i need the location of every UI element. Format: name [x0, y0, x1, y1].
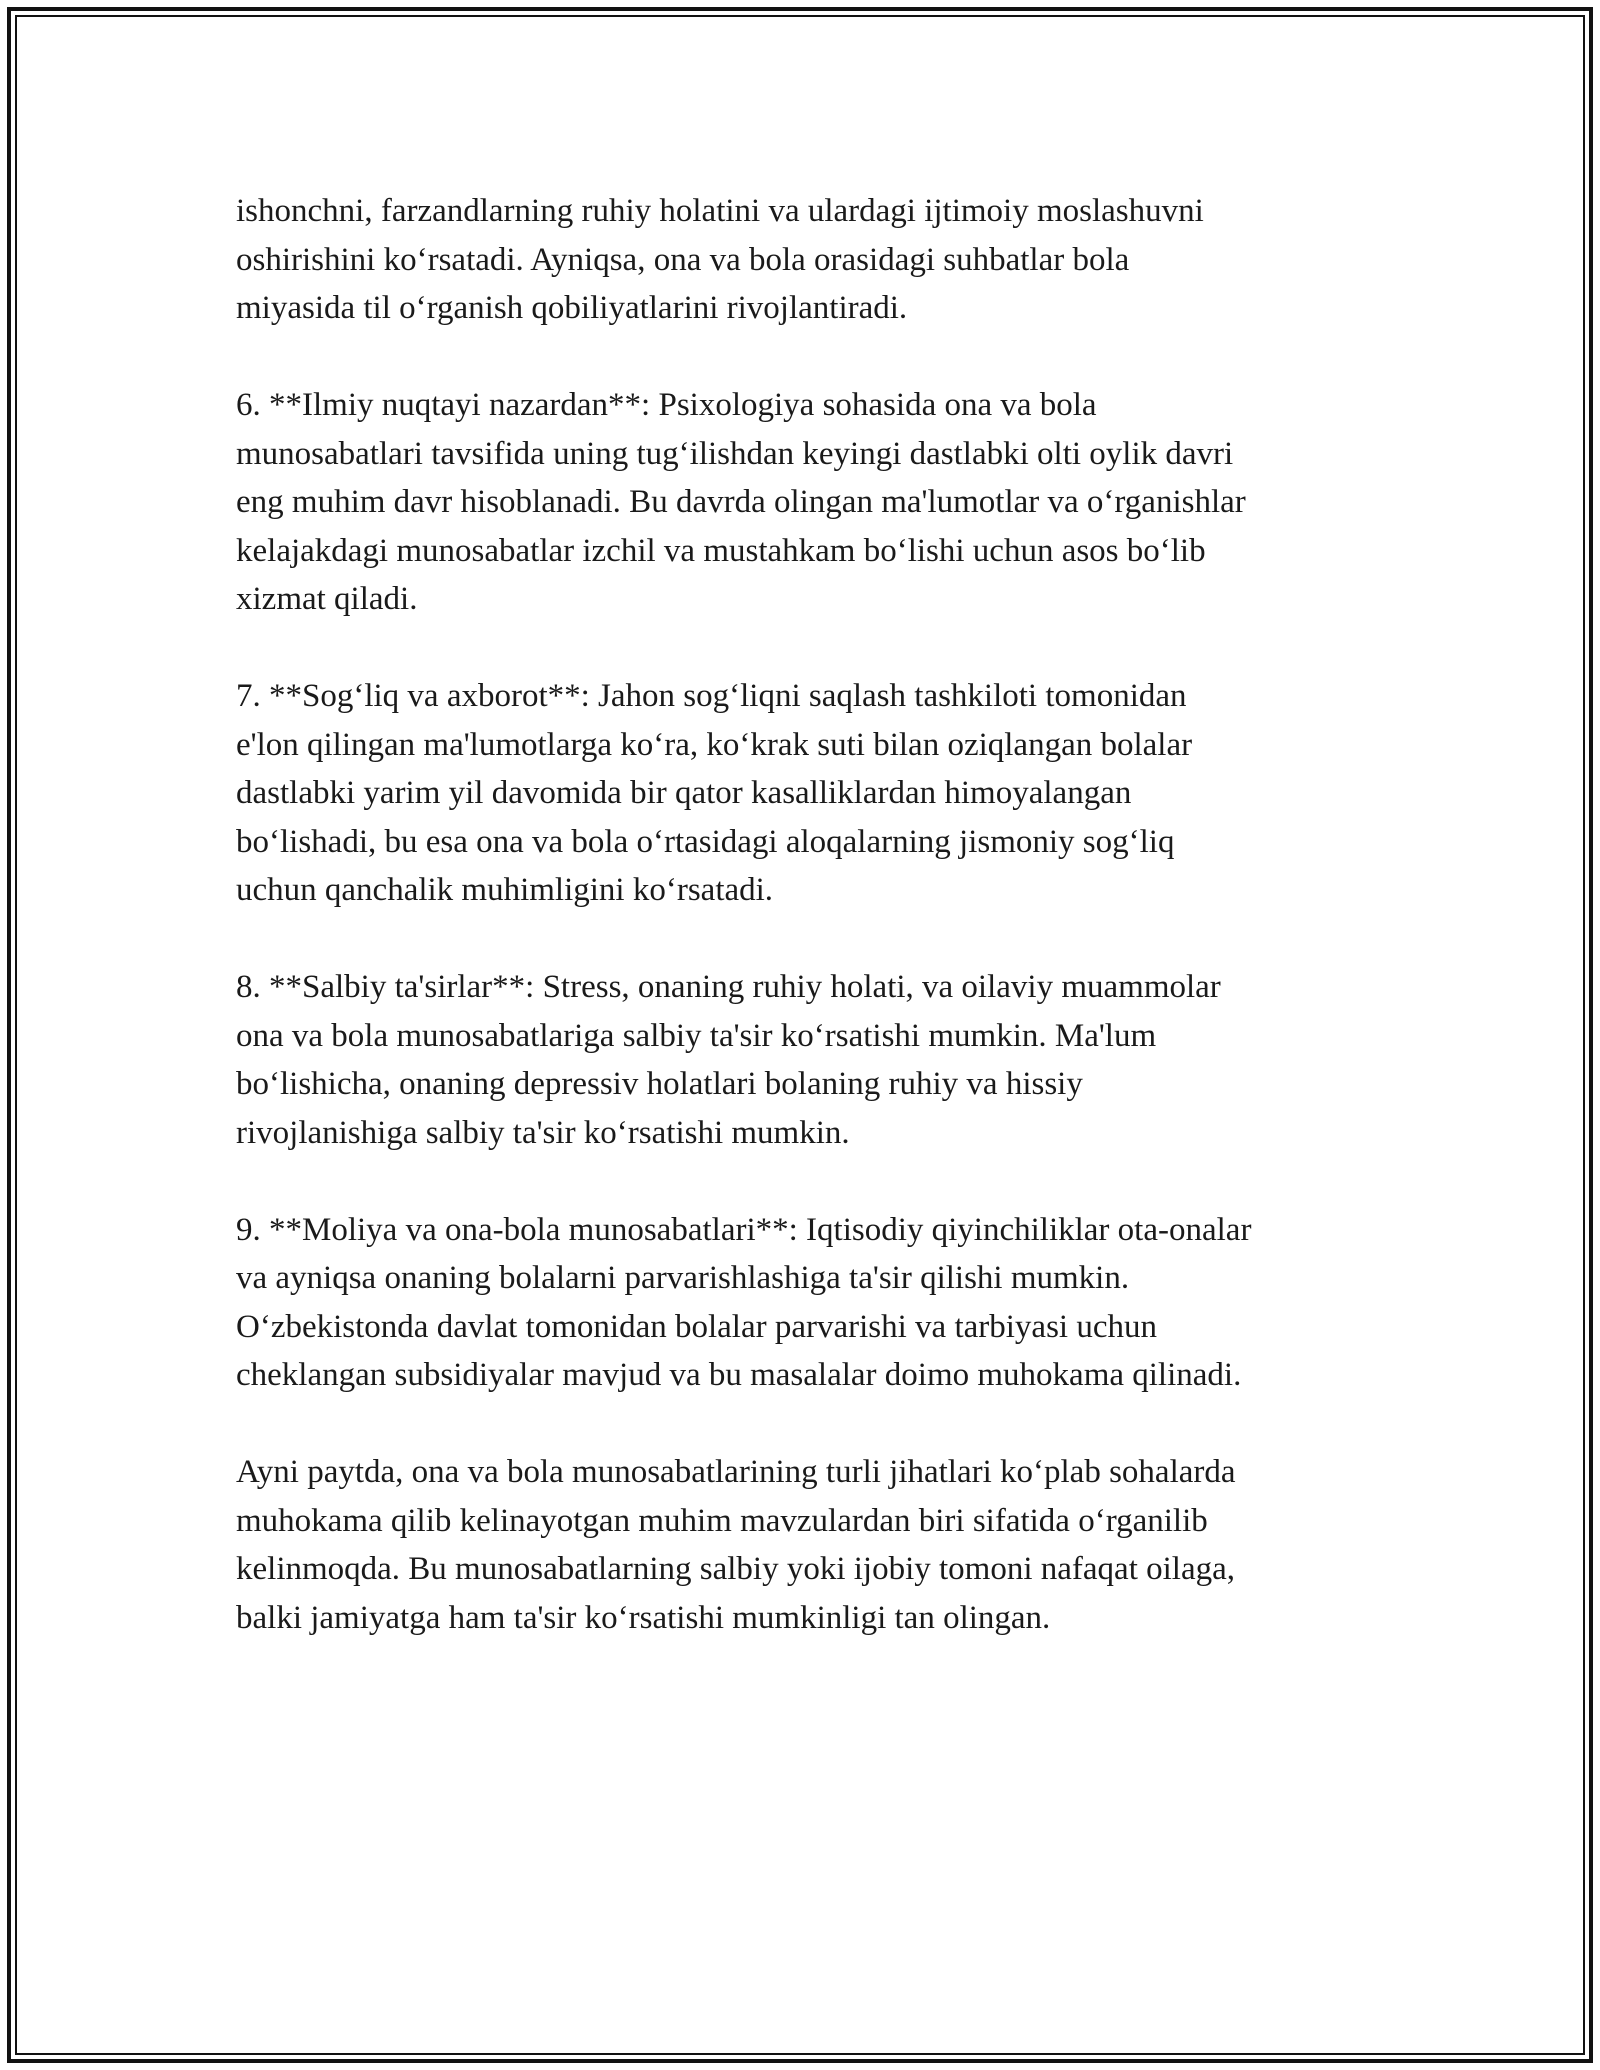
paragraph-intro-continuation: ishonchni, farzandlarning ruhiy holatini va ulardagi ijtimoiy moslashuvni oshirishini ko‘rsatadi. Ayniqsa, ona va bola orasidagi suhbatlar bola miyasida til o‘rganish qobiliyatlarini rivojlantiradi. [236, 193, 1204, 326]
paragraph-item-7: 7. **Sog‘liq va axborot**: Jahon sog‘liqni saqlash tashkiloti tomonidan e'lon qilingan ma'lumotlarga ko‘ra, ko‘krak suti bilan oziqlangan bolalar dastlabki yarim yil davomida bir qator kasalliklardan himoyalangan bo‘lishadi, bu esa ona va bola o‘rtasidagi aloqalarning jismoniy sog‘liq uchun qanchalik muhimligini ko‘rsatadi. [236, 678, 1193, 908]
paragraph-conclusion: Ayni paytda, ona va bola munosabatlarining turli jihatlari ko‘plab sohalarda muhokama qilib kelinayotgan muhim mavzulardan biri sifatida o‘rganilib kelinmoqda. Bu munosabatlarning salbiy yoki ijobiy tomoni nafaqat oilaga, balki jamiyatga ham ta'sir ko‘rsatishi mumkinligi tan olingan. [236, 1454, 1236, 1636]
paragraph-item-6: 6. **Ilmiy nuqtayi nazardan**: Psixologiya sohasida ona va bola munosabatlari tavsifida uning tug‘ilishdan keyingi dastlabki olti oylik davri eng muhim davr hisoblanadi. Bu davrda olingan ma'lumotlar va o‘rganishlar kelajakdagi munosabatlar izchil va mustahkam bo‘lishi uchun asos bo‘lib xizmat qiladi. [236, 387, 1246, 617]
document-body [236, 187, 1396, 1691]
paragraph-item-8: 8. **Salbiy ta'sirlar**: Stress, onaning ruhiy holati, va oilaviy muammolar ona va bola munosabatlariga salbiy ta'sir ko‘rsatishi mumkin. Ma'lum bo‘lishicha, onaning depressiv holatlari bolaning ruhiy va hissiy rivojlanishiga salbiy ta'sir ko‘rsatishi mumkin. [236, 969, 1221, 1151]
paragraph-item-9: 9. **Moliya va ona-bola munosabatlari**: Iqtisodiy qiyinchiliklar ota-onalar va ayniqsa onaning bolalarni parvarishlashiga ta'sir qilishi mumkin. O‘zbekistonda davlat tomonidan bolalar parvarishi va tarbiyasi uchun cheklangan subsidiyalar mavjud va bu masalalar doimo muhokama qilinadi. [236, 1211, 1252, 1393]
